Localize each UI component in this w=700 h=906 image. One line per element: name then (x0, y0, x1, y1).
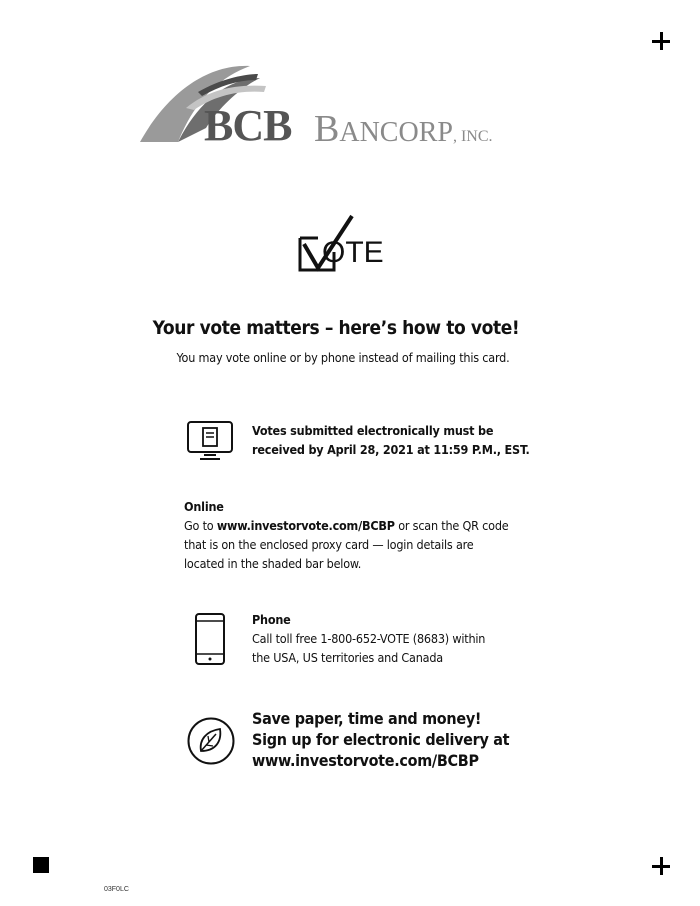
logo-bancorp-initial: B (314, 108, 340, 150)
phone-line-1: Call toll free 1-800-652-VOTE (8683) within (252, 631, 486, 646)
logo-inc: , INC. (452, 128, 493, 145)
monitor-icon (186, 420, 234, 462)
leaf-icon (186, 716, 236, 766)
phone-line-2: the USA, US territories and Canada (252, 650, 443, 665)
online-line-1 (184, 516, 509, 535)
online-section (184, 497, 509, 573)
registration-mark-top-right (652, 32, 670, 50)
logo-bcb-text: BCB (204, 101, 292, 150)
registration-mark-bottom-right (652, 857, 670, 875)
online-line-3: located in the shaded bar below. (184, 556, 362, 571)
online-line-1-suffix: or scan the QR code (394, 518, 509, 533)
page-headline: Your vote matters – here’s how to vote! (152, 317, 520, 339)
online-title: Online (184, 499, 224, 514)
phone-section (252, 610, 485, 667)
form-code: 03F0LC (104, 886, 129, 893)
phone-icon (194, 612, 226, 666)
deadline-text (252, 421, 530, 459)
edelivery-line-1: Save paper, time and money! (252, 709, 482, 728)
phone-title: Phone (252, 612, 291, 627)
vote-logo-word: OTE (322, 236, 384, 269)
edelivery-section (252, 708, 509, 771)
corner-marker-square (33, 857, 49, 873)
edelivery-line-2: Sign up for electronic delivery at (252, 730, 510, 749)
online-line-2: that is on the enclosed proxy card — login details are (184, 537, 474, 552)
deadline-line-1: Votes submitted electronically must be (252, 423, 494, 438)
page-subline: You may vote online or by phone instead of mailing this card. (176, 350, 510, 365)
online-line-1-prefix: Go to (184, 518, 217, 533)
logo-bancorp-rest: ANCORP (339, 117, 453, 148)
bcb-bancorp-logo (138, 62, 558, 152)
online-vote-link[interactable]: www.investorvote.com/BCBP (216, 518, 395, 533)
edelivery-link[interactable]: www.investorvote.com/BCBP (252, 751, 479, 770)
deadline-line-2: received by April 28, 2021 at 11:59 P.M., EST. (252, 442, 530, 457)
logo-bancorp-text (314, 110, 493, 148)
